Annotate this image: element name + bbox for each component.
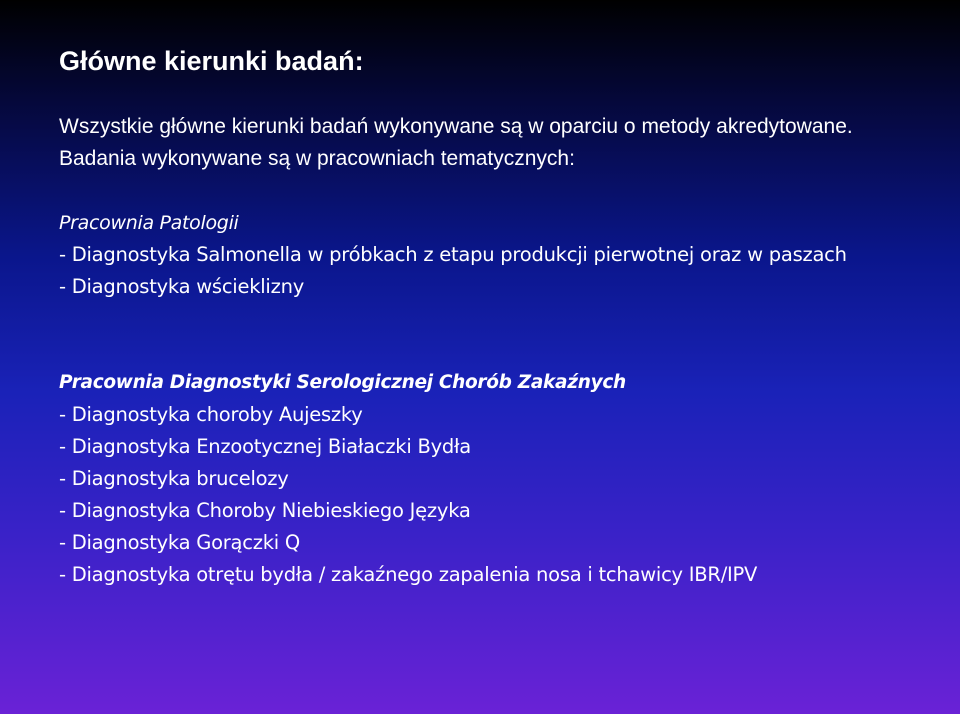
list-item: - Diagnostyka Enzootycznej Białaczki Bydła	[59, 435, 472, 458]
list-item: - Diagnostyka Salmonella w próbkach z etapu produkcji pierwotnej oraz w paszach	[59, 243, 847, 266]
list-item: - Diagnostyka otrętu bydła / zakaźnego zapalenia nosa i tchawicy IBR/IPV	[59, 563, 758, 586]
list-item: - Diagnostyka brucelozy	[59, 467, 289, 490]
section-list	[59, 239, 939, 303]
section-list	[59, 399, 939, 591]
section-heading: Pracownia Patologii	[59, 212, 239, 234]
list-item: - Diagnostyka Choroby Niebieskiego Języka	[59, 499, 471, 522]
list-item: - Diagnostyka Gorączki Q	[59, 531, 300, 554]
section-heading: Pracownia Diagnostyki Serologicznej Chorób Zakaźnych	[59, 372, 626, 393]
list-item: - Diagnostyka choroby Aujeszky	[59, 403, 363, 426]
section-pracownia-serologii	[59, 367, 939, 591]
slide-title: Główne kierunki badań:	[59, 46, 364, 76]
section-pracownia-patologii	[59, 207, 939, 303]
intro-paragraph: Wszystkie główne kierunki badań wykonywane są w oparciu o metody akredytowane. Badania wykonywane są w pracowniach tematycznych:	[59, 115, 853, 170]
list-item: - Diagnostyka wścieklizny	[59, 275, 304, 298]
